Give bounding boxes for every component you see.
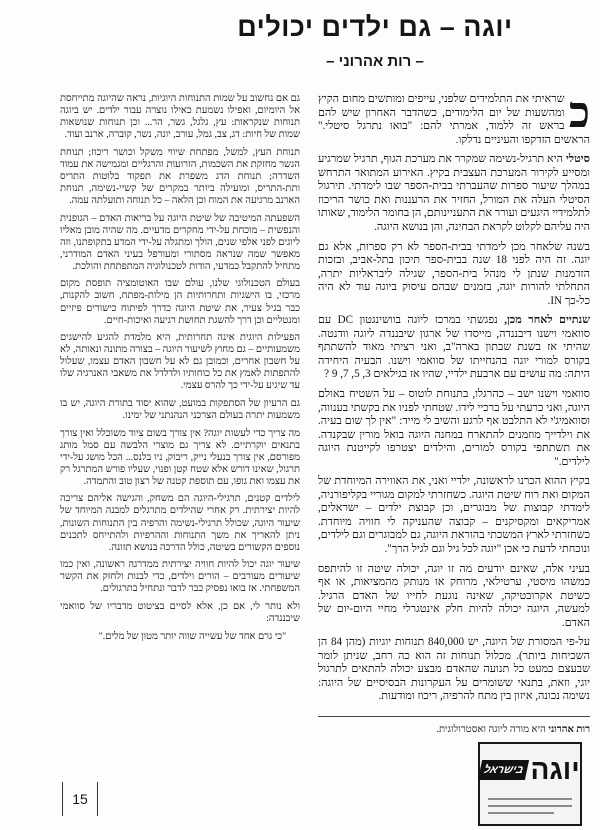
paragraph: בקיץ ההוא הכרנו לראשונה, ילדיי ואני, את האווירה המיוחדת של המקום ואת רוח שיטת היוגה. כשחזרתי למקום מגוריי בקליפורניה, לימדתי קבוצות של מבוגרים, וכן קבוצת ילדים – ישראלים, אמריקאים ומקסיקנים – קבוצה שהעניקה לי חוויה מיוחדת. כשחזרתי לארץ המשכתי בהוראת היוגה, גם למבוגרים וגם לילדים, ונוכחתי לדעת כי אכן "יוגה לכל גיל וגם לגיל הרך". xyxy=(318,475,590,555)
paragraph xyxy=(318,153,590,234)
logo-wordmark xyxy=(483,750,580,790)
paragraph: תנוחת העץ, למשל, מפתחת שיווי משקל וכושר ריכוז; תנוחת הגשר מחזקת את השכמות, הזרועות והרגליים ומגמישה את עמוד השדרה; תנוחת הדג משפרת את תפקוד בלוטות התריס ותת-התריס, ומועילה ביותר במקרים של קשיי-נשימה, תנוחת הארנב מרגיעה את המוח וכן הלאה – כל תנוחה ותועלתה עמה. xyxy=(60,146,300,207)
paragraph: הפעילות היוגית אינה תחרותית, היא מלמדת להגיע להישגים משמעותיים – גם מחוץ לשיעור היוגה – בצורה מתונה ונאותה, לא על חשבון אחרים, וכמובן גם לא על חשבון האדם עצמו, שעלול להתפתות לאמץ את כל כוחותיו ולדלדל את משאבי האנרגיה שלו עד שיגיע על-ידי כך להרס עצמי. xyxy=(60,332,300,392)
lead-word: סיטלי xyxy=(565,153,590,166)
logo-word-yoga: יוגה xyxy=(530,754,580,785)
paragraph: סוואמי וישנו ישב – כהרגלו, בתנוחת לוטוס – על השטיח באולם היוגה, ואני כרעתי על ברכיי לידו. שטחתי לפניו את בקשתי בענווה, וסוואמיג'י לא התלבט אף לרגע והשיב לי מייד: "אין לך שום בעיה. את וילדייך מוזמנים להתארח במחנה היוגה בואל מורין שבקנדה. את תשתתפי בקורס למורים, והילדים יצטרפו לקייטנת היוגה לילדים." xyxy=(318,388,590,468)
paragraph-text: שראיתי את התלמידים שלפני, עייפים ומותשים מחום הקיץ ומהשעות של יום הלימודים, כשהדבר האחרון שיש להם בראש זה ללמוד, אמרתי להם: "בואו נתרגל סיטלי." הראשים הזדקפו והעיניים נדלקו. xyxy=(318,93,590,146)
author-name: רות אהרוני xyxy=(548,724,590,735)
paragraph: בעיני אלה, שאינם יודעים מה זו יוגה, יכולה שיטה זו להיתפס כמשהו מיסטי, ערטילאי, מרוחק או מנותק מהמציאות, או אף כשיטת אקרובטיקה, שאינה נוגעת לחייו של האדם הרגיל. למעשה, היוגה יכולה להיות חלק אינטגרלי מחיי היום-יום של האדם. xyxy=(318,562,590,629)
closing-quote: "כי גרם אחד של עשייה שווה יותר מטון של מלים." xyxy=(98,630,287,642)
paragraph: ולא נותר לי, אם כן, אלא לסיים בציטוט מדבריו של סוואמי שיבננדה: xyxy=(60,600,300,624)
drop-cap: כ xyxy=(568,93,590,137)
paragraph-text: נפגשתי במרכז ליוגה בוושינגטון DC עם סוואמי וישנו דיבננדה, מייסדו של ארגון שיבננדה ליוגה וודנטה. שהיתי אז בשנת שבתון בארה"ב, ואני רציתי מאוד להשתתף בקורס למורי יוגה בהנחייתו של סוואמי וישנו. הבעיה היחידה היתה: מה עושים עם ארבעת ילדיי, שהיו אז בגילאים 3, 5, 7, 9 ? xyxy=(318,314,590,381)
paragraph-text: היא תרגיל-נשימה שמקרר את מערכת הגוף, תרגיל שמרגיע ומסייע לקירור המערכת העצבית בקיץ. האירוע המתואר התרחש במהלך שיעור ספרות שהעברתי בבית-הספר שבו לימדתי. תירגול הסיטלי העלה את המורל, החזיר את הרעננות ואת כושר הריכוז לתלמידיי היגעים ועורר את התעניינותם, הן בחומר הלימוד, שאותו היה עליהם לקלוט לקראת הבחינה, והן בנושא היוגה. xyxy=(318,153,590,233)
logo-fine-print xyxy=(488,805,572,807)
page-number: 15 xyxy=(62,782,98,816)
author-note xyxy=(318,716,590,736)
text-column-right xyxy=(318,93,590,709)
logo-fine-print xyxy=(488,812,554,814)
paragraph xyxy=(318,93,590,147)
author-byline: – רות אהרוני – xyxy=(326,53,424,70)
article-title: יוגה – גם ילדים יכולים xyxy=(237,12,513,42)
paragraph: לילדים קטנים, תרגילי-היוגה הם משחק, והגישה אליהם צריכה להיות יצירתית. רק אחרי שהילדים מתרגלים למבנה המיוחד של שיעור היוגה, שכולל תרגילי-נשימה והרפיה בין התנוחות השונות, ניתן להאריך את משך התנוחות וההרפיות ולהתייחס לתכנים נוספים הקשורים בשיטה, כולל הדרכה בנושא תזונה. xyxy=(60,493,300,553)
logo-fine-print xyxy=(488,798,572,800)
paragraph: בעולם הטכנולוגי שלנו, עולם שבו האוטומציה תופסת מקום מרכזי, בו הישגיות ותחרותיות הן מילות-מפתח, חשוב להקנות, כבר בגיל צעיר, את שיטת היוגה כדרך לפיתוח כישורים פיזיים ומנטליים וכן דרך להשגת תחושת רגיעה ואיכות-חיים. xyxy=(60,278,300,326)
paragraph: מה צריך כדי לעשות יוגה? אין צורך בשום ציוד משוכלל ואין צורך בתנאים יוקרתיים. לא צריך גם מוצרי הלבשה עם סמל מותג מפורסם, אין צורך בנעלי נייק, ריבוק, ניו בלנס... הכל מושג על-ידי תרגול, שאינו דורש אלא שטח קטן ופנוי, שעליו פורש המתרגל רק את עצמו ואת גופו, עם תוספת קטנה של רצון טוב והתמדה. xyxy=(60,427,300,487)
text-column-left xyxy=(60,93,300,655)
author-description: היא מורה ליוגה ואסטרולוגית. xyxy=(436,724,549,735)
paragraph: השפעתה המיטיבה של שיטת היוגה על בריאות האדם – הגופנית והנפשית – מוכחת על-ידי מחקרים מדעיים. מה שהיה מובן מאליו ליוגים לפני אלפי שנים, הולך ומתגלה על-ידי המדע בתקופתנו, וזה מאפשר שמה שנראה מסתורי ומעורפל בעיני האדם המודרני, מתחיל להתקבל כמדעי, הודות לטכנולוגיה המתפתחת והולכת. xyxy=(60,212,300,272)
paragraph: על-פי המסורת של היוגה, יש 840,000 תנוחות יוגיות (מהן 84 הן השכיחות ביותר). מכלול תנוחות זה הוא כה רחב, שניתן לומר שבעצם כמעט כל תנועה שהאדם מבצע יכולה להתאים לתרגול יוגי, וזאת, בתנאי ששומרים על העקרונות הבסיסיים של היוגה: נשימה נכונה, איזון בין מתח להרפיה, ריכוז ומודעות. xyxy=(318,636,590,703)
paragraph: גם הרעיון של הסתפקות במועט, שהוא יסוד בתורת היוגה, יש בו משמעות יתרה בעולם הצרכני הנהנתני של ימינו. xyxy=(60,397,300,422)
paragraph: שיעור יוגה יכול להיות חוויה יצירתית ממדרגה ראשונה, ואין כמו שיעורים מעורבים – הורים וילדים, כדי לבנות ולחזק את הקשר המשפחתי. אז בואו נפסיק כבר לדבר ונתחיל בתרגולים. xyxy=(60,559,300,595)
logo-word-israel: בישראל xyxy=(478,760,529,780)
paragraph xyxy=(318,314,590,382)
lead-word: שנתיים לאחר מכן, xyxy=(504,314,590,327)
magazine-logo xyxy=(478,742,582,826)
paragraph: בשנה שלאחר מכן לימדתי בבית-הספר לא רק ספרות, אלא גם יוגה. זה היה לפני 18 שנה בבית-ספר תיכון בתל-אביב, ובזכות הזדמנות שנתן לי מנהל בית-הספר, שגילה ליבראליות יתרה, התחלתי להורות יוגה, בזמנים שבהם עיסוק ביוגה עוד לא היה כל-כך IN. xyxy=(318,240,590,307)
paragraph: גם אם נחשוב על שמות התנוחות היוגיות, נראה שהיוגה מתייחסת אל היומיום, ואפילו נשמעת כאילו נוצרה עבור ילדים. יש ביוגה תנוחות שנקראות: עץ, גלגל, גשר, הר... וכן תנוחות שנושאות שמות של חיות: דג, צב, גמל, עורב, יונה, נשר, קוברה, ארנב ועוד. xyxy=(60,93,300,141)
